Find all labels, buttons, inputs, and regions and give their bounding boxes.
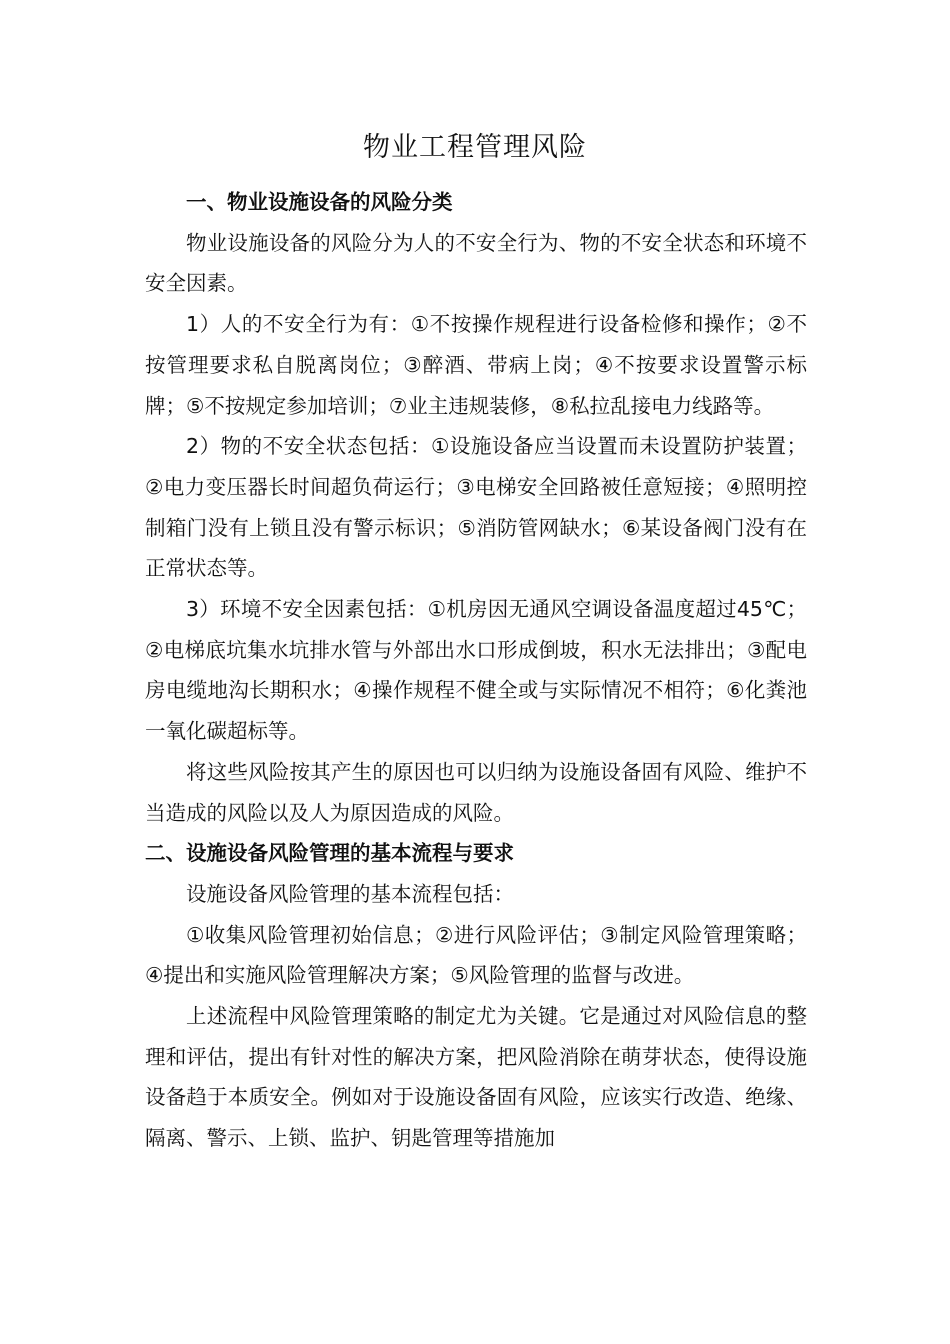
section-heading-1: 一、物业设施设备的风险分类 [186,190,453,214]
paragraph: 设施设备风险管理的基本流程包括： [186,881,514,906]
paragraph: 1）人的不安全行为有：①不按操作规程进行设备检修和操作；②不按管理要求私自脱离岗位；③醉酒、带病上岗；④不按要求设置警示标牌；⑤不按规定参加培训；⑦业主违规装修，⑧私拉乱接电力线路等。 [145,312,807,418]
paragraph: 上述流程中风险管理策略的制定尤为关键。它是通过对风险信息的整理和评估，提出有针对性的解决方案，把风险消除在萌芽状态，使得设施设备趋于本质安全。例如对于设施设备固有风险，应该实行改造、绝缘、隔离、警示、上锁、监护、钥匙管理等措施加 [145,1004,807,1151]
section-heading-2: 二、设施设备风险管理的基本流程与要求 [145,841,514,866]
document-body [145,182,807,1159]
document-title: 物业工程管理风险 [363,132,587,163]
paragraph: 物业设施设备的风险分为人的不安全行为、物的不安全状态和环境不安全因素。 [145,230,807,296]
paragraph: 3）环境不安全因素包括：①机房因无通风空调设备温度超过45℃；②电梯底坑集水坑排水管与外部出水口形成倒坡，积水无法排出；③配电房电缆地沟长期积水；④操作规程不健全或与实际情况不相符；⑥化粪池一氧化碳超标等。 [145,597,807,744]
paragraph: 将这些风险按其产生的原因也可以归纳为设施设备固有风险、维护不当造成的风险以及人为原因造成的风险。 [145,759,807,825]
paragraph: ①收集风险管理初始信息；②进行风险评估；③制定风险管理策略；④提出和实施风险管理解决方案；⑤风险管理的监督与改进。 [145,922,807,988]
paragraph: 2）物的不安全状态包括：①设施设备应当设置而未设置防护装置；②电力变压器长时间超负荷运行；③电梯安全回路被任意短接；④照明控制箱门没有上锁且没有警示标识；⑤消防管网缺水；⑥某设备阀门没有在正常状态等。 [145,434,807,581]
